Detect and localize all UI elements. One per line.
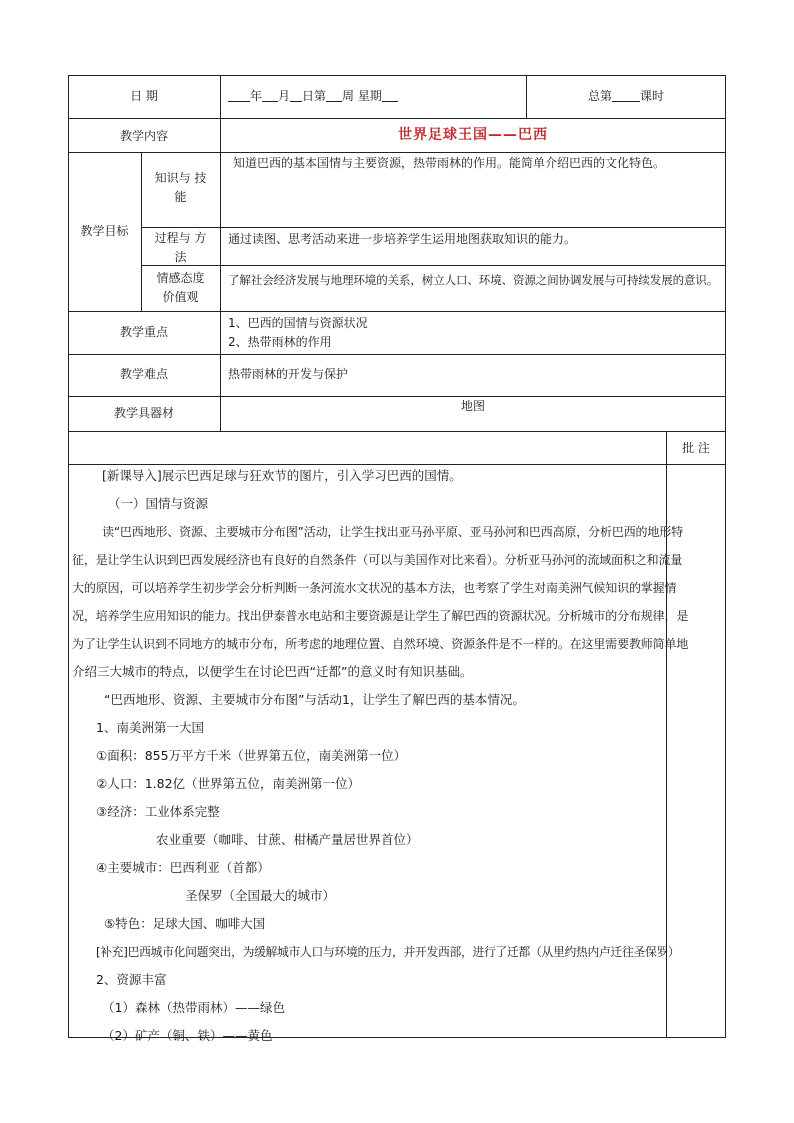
body-line-paragraph: 为了让学生认识到不同地方的城市分布，所考虑的地理位置、自然环境、资源条件是不一样的。在这里需要教师简单地 bbox=[72, 637, 689, 651]
process-text: 通过读图、思考活动来进一步培养学生运用地图获取知识的能力。 bbox=[228, 232, 577, 246]
date-part-week: 日第 bbox=[302, 89, 327, 103]
body-line-intro: [新课导入]展示巴西足球与狂欢节的图片，引入学习巴西的国情。 bbox=[102, 468, 462, 483]
body-line-heading-1: 1、南美洲第一大国 bbox=[96, 720, 204, 735]
lesson-title: 世界足球王国——巴西 bbox=[398, 127, 548, 143]
weekday-blank bbox=[382, 88, 398, 102]
key-points-label: 教学重点 bbox=[119, 325, 168, 339]
row-divider bbox=[141, 265, 726, 266]
process-label-line: 法 bbox=[174, 250, 187, 264]
process-label bbox=[141, 229, 220, 267]
row-divider bbox=[68, 311, 726, 312]
year-blank bbox=[228, 88, 250, 102]
body-line-paragraph: 大的原因，可以培养学生初步学会分析判断一条河流水文状况的基本方法，也考察了学生对南美洲气候知识的掌握情 bbox=[72, 581, 677, 595]
attitude-label-line: 情感态度 bbox=[156, 271, 205, 285]
lesson-prefix: 总第 bbox=[588, 89, 613, 103]
knowledge-label-line: 能 bbox=[174, 190, 187, 204]
table-border-right bbox=[725, 75, 726, 1038]
body-line-paragraph: 介绍三大城市的特点，以便学生在讨论巴西“迁都”的意义时有知识基础。 bbox=[72, 664, 473, 679]
process-label-line: 过程与 方 bbox=[154, 231, 207, 245]
row-divider bbox=[141, 227, 726, 228]
body-line-paragraph: 况，培养学生应用知识的能力。找出伊泰普水电站和主要资源是让学生了解巴西的资源状况。分析城市的分布规律，是 bbox=[72, 609, 689, 623]
objectives-label: 教学目标 bbox=[80, 224, 129, 238]
body-line-paragraph: 读“巴西地形、资源、主要城市分布图”活动，让学生找出亚马孙平原、亚马孙河和巴西高原，分析巴西的地形特 bbox=[102, 525, 683, 539]
materials-text: 地图 bbox=[460, 399, 485, 413]
content-label: 教学内容 bbox=[119, 129, 168, 143]
attitude-label bbox=[141, 269, 220, 307]
date-field bbox=[228, 87, 523, 106]
body-line-supplement: [补充]巴西城市化问题突出，为缓解城市人口与环境的压力，并开发西部，进行了迁都（从里约热内卢迁往圣保罗） bbox=[96, 945, 680, 959]
col-divider bbox=[220, 118, 221, 431]
col-divider bbox=[526, 75, 527, 118]
date-part-weekday: 周 星期 bbox=[342, 89, 382, 103]
knowledge-label-line: 知识与 技 bbox=[154, 171, 207, 185]
row-divider bbox=[68, 431, 726, 432]
key-point-item: 2、热带雨林的作用 bbox=[228, 335, 332, 349]
knowledge-label bbox=[141, 169, 220, 207]
body-line-area: ①面积：855万平方千米（世界第五位，南美洲第一位） bbox=[96, 748, 407, 763]
notes-label: 批 注 bbox=[682, 441, 710, 455]
body-line-activity: “巴西地形、资源、主要城市分布图”与活动1，让学生了解巴西的基本情况。 bbox=[104, 692, 525, 707]
body-line-section-heading: （一）国情与资源 bbox=[108, 496, 209, 511]
body-line-economy: ③经济：工业体系完整 bbox=[96, 804, 220, 819]
day-blank bbox=[290, 88, 302, 102]
lesson-count-field bbox=[588, 87, 723, 106]
body-line-heading-2: 2、资源丰富 bbox=[96, 972, 167, 987]
materials-label: 教学具器材 bbox=[113, 406, 174, 420]
date-part-month: 月 bbox=[278, 89, 291, 103]
month-blank bbox=[262, 88, 278, 102]
difficulties-text: 热带雨林的开发与保护 bbox=[228, 367, 349, 381]
body-line-cities: ④主要城市：巴西利亚（首都） bbox=[96, 860, 270, 875]
body-line-sao-paulo: 圣保罗（全国最大的城市） bbox=[185, 888, 336, 903]
row-divider bbox=[68, 152, 726, 153]
table-border-left bbox=[68, 75, 69, 1038]
body-line-population: ②人口：1.82亿（世界第五位，南美洲第一位） bbox=[96, 776, 361, 791]
table-border-top bbox=[68, 75, 726, 76]
body-line-minerals: （2）矿产（铜、铁）——黄色 bbox=[102, 1028, 273, 1043]
body-line-agriculture: 农业重要（咖啡、甘蔗、柑橘产量居世界首位） bbox=[156, 832, 419, 847]
lesson-blank bbox=[612, 88, 640, 102]
difficulties-label: 教学难点 bbox=[119, 367, 168, 381]
row-divider bbox=[68, 354, 726, 355]
key-point-item: 1、巴西的国情与资源状况 bbox=[228, 316, 368, 330]
col-divider bbox=[220, 75, 221, 118]
row-divider bbox=[68, 464, 726, 465]
week-blank bbox=[326, 88, 342, 102]
row-divider bbox=[68, 118, 726, 119]
body-line-forest: （1）森林（热带雨林）——绿色 bbox=[102, 1000, 285, 1015]
lesson-suffix: 课时 bbox=[640, 89, 665, 103]
date-part-year: 年 bbox=[250, 89, 263, 103]
date-label: 日 期 bbox=[130, 89, 158, 103]
key-points-list bbox=[228, 314, 723, 352]
attitude-text: 了解社会经济发展与地理环境的关系，树立人口、环境、资源之间协调发展与可持续发展的意识。 bbox=[228, 273, 719, 287]
attitude-label-line: 价值观 bbox=[162, 290, 199, 304]
body-line-paragraph: 征，是让学生认识到巴西发展经济也有良好的自然条件（可以与美国作对比来看）。分析亚马孙河的流域面积之和流量 bbox=[72, 553, 683, 567]
body-line-features: ⑤特色：足球大国、咖啡大国 bbox=[104, 916, 266, 931]
knowledge-text: 知道巴西的基本国情与主要资源，热带雨林的作用。能简单介绍巴西的文化特色。 bbox=[233, 156, 666, 170]
